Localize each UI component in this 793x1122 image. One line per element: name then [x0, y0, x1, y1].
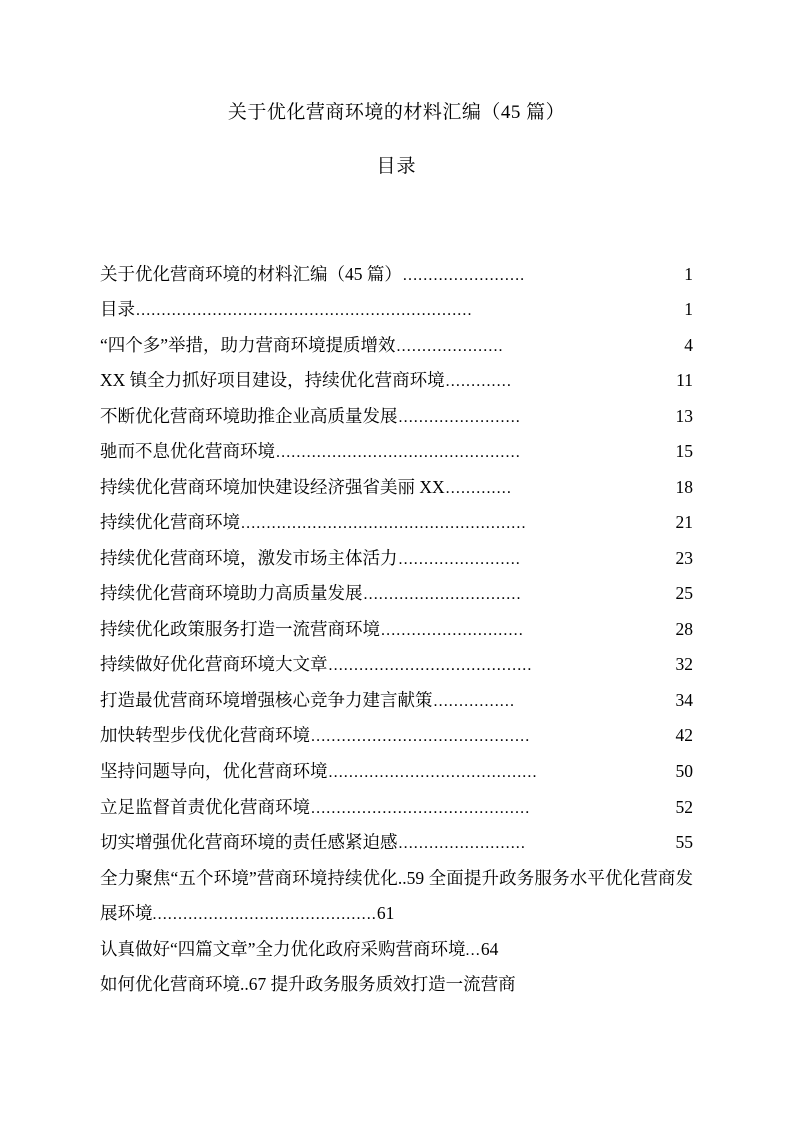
toc-entry-title: 加快转型步伐优化营商环境 — [100, 725, 310, 746]
toc-leader: ........................ — [402, 266, 526, 284]
toc-leader: ................................................ — [276, 444, 521, 462]
toc-entry-title: 持续优化营商环境 — [100, 512, 240, 533]
toc-entry-title: 坚持问题导向，优化营商环境 — [100, 761, 328, 781]
toc-entry[interactable] — [100, 434, 693, 470]
toc-page-number: 13 — [675, 405, 693, 426]
toc-page-number: 52 — [675, 796, 693, 817]
toc-leader: ............................ — [381, 621, 524, 639]
toc-page-number: 18 — [675, 476, 693, 497]
toc-leader: ............. — [445, 373, 512, 391]
toc-page-number: 21 — [675, 512, 693, 533]
toc-entry[interactable] — [100, 683, 693, 719]
toc-page-number: 61 — [376, 903, 395, 924]
toc-entry-title: 切实增强优化营商环境的责任感紧迫感 — [100, 832, 398, 853]
toc-entry-title: 认真做好“四篇文章”全力优化政府采购营商环境 — [100, 938, 466, 959]
toc-entry[interactable] — [100, 541, 693, 577]
toc-page-number: 25 — [675, 583, 693, 604]
toc-entry[interactable] — [100, 292, 693, 328]
toc-entry-title: XX 镇全力抓好项目建设，持续优化营商环境 — [100, 370, 445, 391]
toc-entry[interactable] — [100, 967, 693, 1003]
toc-entry-title: 驰而不息优化营商环境 — [100, 441, 275, 462]
table-of-contents — [100, 257, 693, 1003]
toc-page-number: 28 — [675, 618, 693, 639]
toc-leader: ........................................................ — [241, 515, 527, 533]
toc-entry[interactable] — [100, 363, 693, 399]
toc-entry-title: 立足监督首责优化营商环境 — [100, 796, 310, 817]
toc-leader: ................ — [433, 692, 516, 710]
toc-entry-title: 持续优化营商环境加快建设经济强省美丽 XX — [100, 476, 445, 497]
toc-entry-title: 全力聚焦“五个环境”营商环境持续优化..59 全面提升政务服务水平优化营商发展环境 — [100, 867, 693, 924]
toc-entry[interactable] — [100, 647, 693, 683]
toc-entry[interactable] — [100, 932, 693, 968]
toc-page-number: 32 — [675, 654, 693, 675]
toc-entry[interactable] — [100, 576, 693, 612]
toc-leader: ..................... — [396, 337, 504, 355]
toc-entry-title: 不断优化营商环境助推企业高质量发展 — [100, 405, 398, 426]
toc-entry[interactable] — [100, 505, 693, 541]
toc-entry[interactable] — [100, 861, 693, 932]
toc-entry[interactable] — [100, 790, 693, 826]
toc-page-number: 23 — [675, 547, 693, 568]
toc-leader: ........................................... — [311, 799, 531, 817]
toc-entry-title: 持续优化营商环境助力高质量发展 — [100, 583, 363, 604]
toc-leader: ......................................... — [328, 764, 538, 781]
toc-leader: .................................................................. — [136, 302, 473, 320]
toc-entry-title: 持续优化营商环境，激发市场主体活力 — [100, 547, 398, 568]
toc-page-number: 11 — [676, 370, 693, 391]
toc-leader: ... — [465, 941, 481, 959]
toc-leader: ........................ — [398, 408, 521, 426]
toc-page-number: 55 — [675, 832, 693, 853]
toc-leader: ........................................ — [328, 657, 533, 675]
toc-leader: ............................................ — [152, 906, 377, 924]
toc-page-number: 15 — [675, 441, 693, 462]
toc-entry-title: 如何优化营商环境..67 提升政务服务质效打造一流营商 — [100, 974, 516, 995]
toc-entry-title: “四个多”举措，助力营商环境提质增效 — [100, 334, 396, 355]
toc-entry[interactable] — [100, 612, 693, 648]
toc-entry-title: 关于优化营商环境的材料汇编（45 篇） — [100, 263, 402, 284]
toc-page-number: 34 — [675, 689, 693, 710]
toc-page-number: 4 — [684, 334, 693, 355]
toc-leader: ......................... — [398, 835, 526, 853]
toc-entry[interactable] — [100, 825, 693, 861]
toc-entry[interactable] — [100, 257, 693, 293]
toc-entry[interactable] — [100, 470, 693, 506]
toc-page-number: 1 — [684, 299, 693, 320]
toc-page-number: 64 — [480, 938, 499, 959]
toc-leader: ............. — [445, 479, 512, 497]
toc-entry-title: 持续做好优化营商环境大文章 — [100, 654, 328, 675]
toc-heading: 目录 — [376, 156, 417, 178]
toc-page-number: 1 — [684, 263, 693, 284]
page-title: 关于优化营商环境的材料汇编（45 篇） — [227, 102, 566, 123]
toc-entry[interactable] — [100, 718, 693, 754]
toc-leader: ............................... — [363, 586, 522, 604]
toc-page-number: 50 — [675, 761, 693, 781]
toc-entry[interactable] — [100, 399, 693, 435]
toc-leader: ........................ — [398, 550, 521, 568]
toc-leader: ........................................... — [311, 728, 531, 746]
toc-entry-title: 打造最优营商环境增强核心竞争力建言献策 — [100, 689, 433, 710]
toc-page-number: 42 — [675, 725, 693, 746]
toc-entry-title: 持续优化政策服务打造一流营商环境 — [100, 618, 380, 639]
toc-entry[interactable] — [100, 754, 693, 790]
toc-entry[interactable] — [100, 328, 693, 364]
toc-entry-title: 目录 — [100, 299, 135, 320]
